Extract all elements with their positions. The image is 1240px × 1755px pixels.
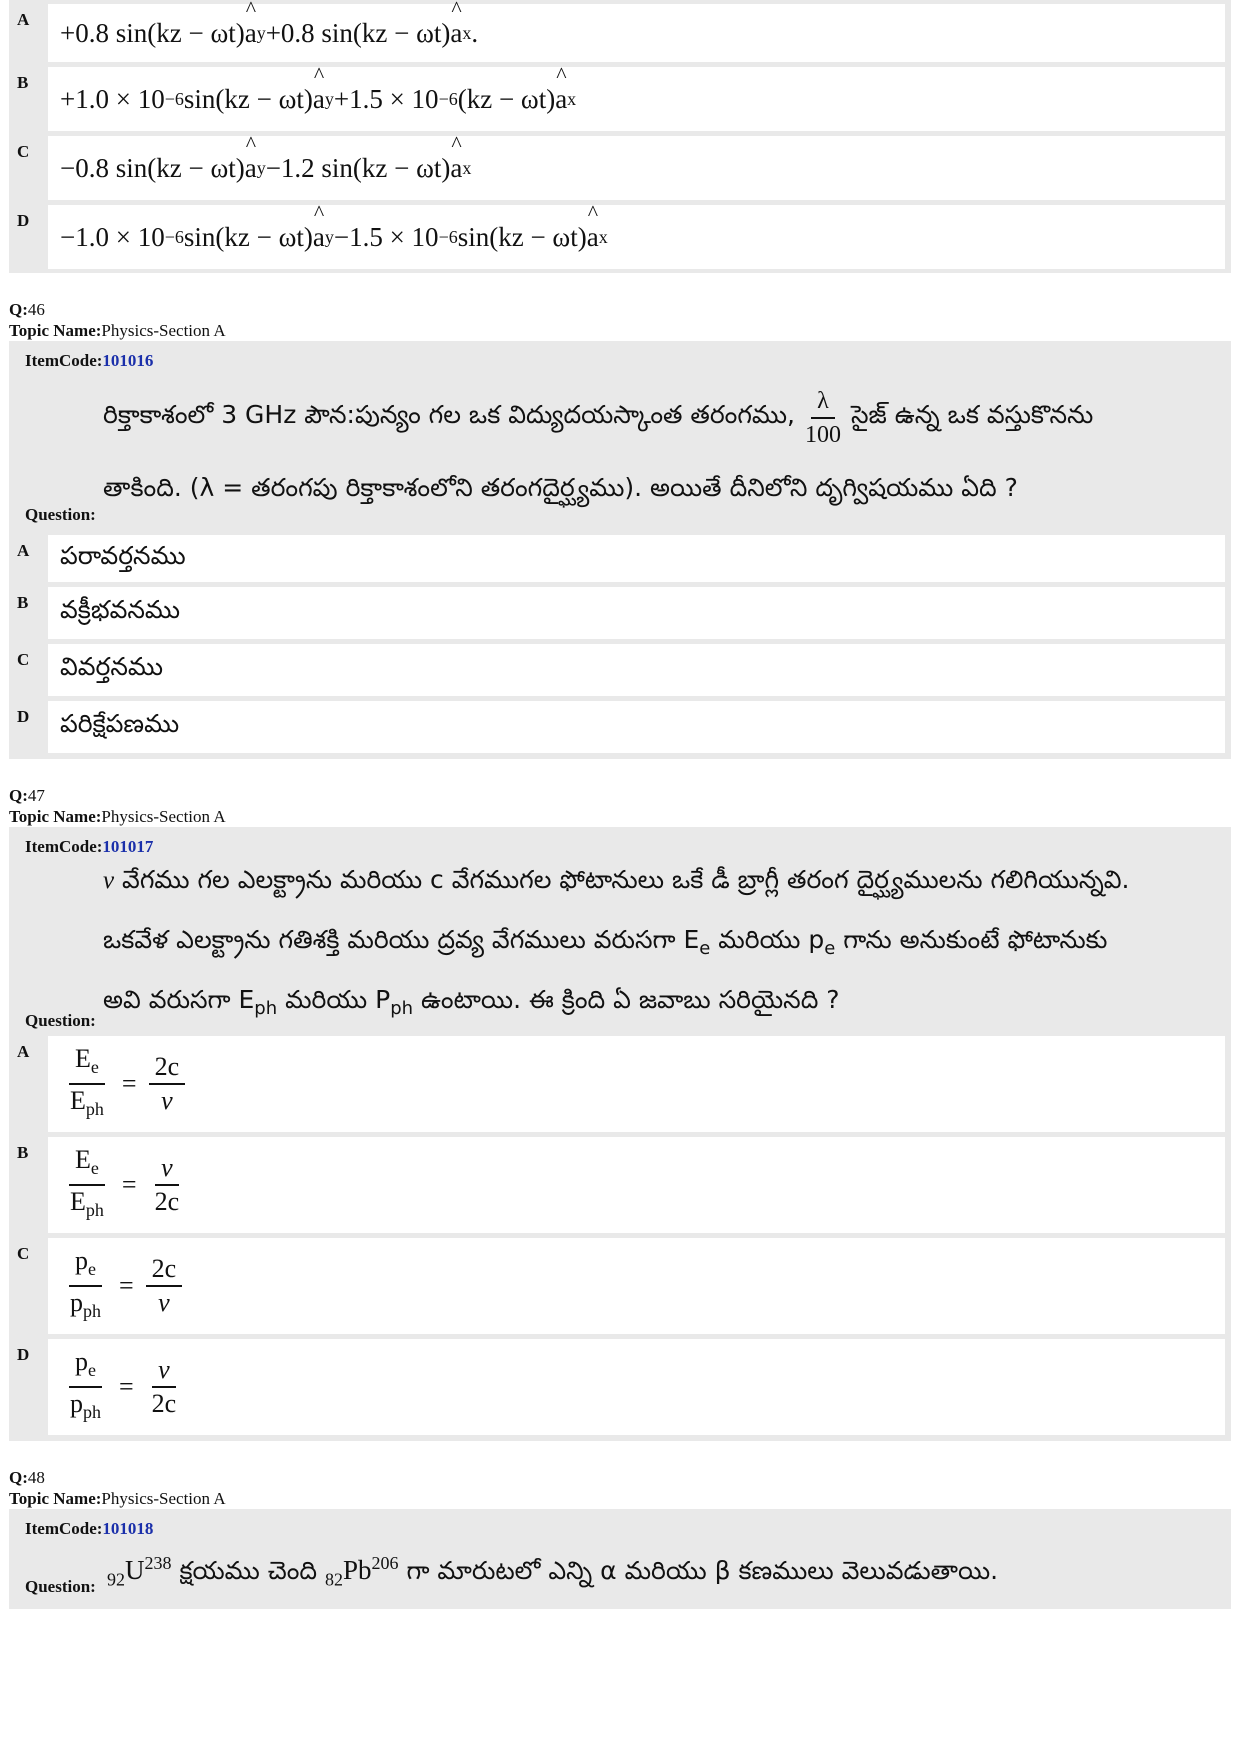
question-body: [15, 345, 1225, 535]
question-label: Question:: [25, 1011, 96, 1030]
option-a[interactable]: A $\frac{E_e}{E_{ph}}$ = $\frac{2c}{v}$: [15, 1036, 1225, 1132]
question-line-2: ఒకవేళ ఎలక్ట్రాను గతిశక్తి మరియు ద్రవ్య వేగములు వరుసగా $E_e$ మరియు $p_e$ గాను అనుకుంటే ఫోటానుకు: [103, 925, 1108, 959]
option-a[interactable]: [15, 4, 1225, 62]
option-text: వక్రీభవనము: [48, 587, 1225, 639]
question-line-1: v వేగము గల ఎలక్ట్రాను మరియు c వేగముగల ఫోటానులు ఒకే డీ బ్రాగ్లీ తరంగ దైర్ఘ్యములను గలిగియున్నవి.: [103, 865, 1130, 894]
question-number: 47: [27, 786, 45, 805]
option-c[interactable]: [15, 136, 1225, 200]
item-code: ItemCode:101016: [25, 351, 154, 370]
option-letter: A: [17, 10, 30, 29]
q45-options: [9, 0, 1231, 273]
option-c[interactable]: C $\frac{p_e}{p_{ph}}$ = $\frac{2c}{v}$: [15, 1238, 1225, 1334]
option-letter: D: [17, 211, 30, 230]
question-line-1: రిక్తాకాశంలో 3 GHz పౌన:పున్యం గల ఒక విద్యుదయస్కాంత తరంగము, $\frac{\lambda}{100}$ సైజ్ ఉన్న ఒక వస్తుకొనను: [103, 385, 1223, 451]
q46-header: Q:46 Topic Name:Physics-Section A: [9, 300, 226, 340]
q47-box: [9, 827, 1231, 1441]
option-d[interactable]: D $\frac{p_e}{p_{ph}}$ = $\frac{v}{2c}$: [15, 1339, 1225, 1435]
option-b[interactable]: B $\frac{E_e}{E_{ph}}$ = $\frac{v}{2c}$: [15, 1137, 1225, 1233]
option-formula: $\frac{p_e}{p_{ph}}$ = $\frac{2c}{v}$: [48, 1238, 1225, 1334]
option-d[interactable]: D పరిక్షేపణము: [15, 701, 1225, 753]
question-label: Question:: [25, 505, 96, 524]
topic-name: Physics-Section A: [101, 807, 226, 826]
topic-name: Physics-Section A: [101, 1489, 226, 1508]
option-letter: B: [17, 73, 29, 92]
question-number: 46: [27, 300, 45, 319]
option-formula: $\frac{E_e}{E_{ph}}$ = $\frac{v}{2c}$: [48, 1137, 1225, 1233]
q47-header: Q:47 Topic Name:Physics-Section A: [9, 786, 226, 826]
question-line-2: తాకింది. (λ = తరంగపు రిక్తాకాశంలోని తరంగదైర్ఘ్యము). అయితే దీనిలోని దృగ్విషయము ఏది ?: [103, 473, 1018, 502]
q46-box: [9, 341, 1231, 759]
question-body: [15, 831, 1225, 1036]
q48-header: Q:48 Topic Name:Physics-Section A: [9, 1468, 226, 1508]
option-text: +0.8 sin(kz − ωt) ^ a y +0.8 sin(kz − ωt) ^ a x .: [48, 4, 1225, 62]
option-text: +1.0 × 10 −6 sin(kz − ωt) ^ a y +1.5 × 10 −6 (kz − ωt) ^ a x: [48, 67, 1225, 131]
question-line-3: అవి వరుసగా $E_{ph}$ మరియు $P_{ph}$ ఉంటాయి. ఈ క్రింది ఏ జవాబు సరియైనది ?: [103, 985, 840, 1019]
option-d[interactable]: [15, 205, 1225, 269]
question-body: [15, 1513, 1225, 1603]
option-b[interactable]: B వక్రీభవనము: [15, 587, 1225, 639]
item-code: ItemCode:101018: [25, 1519, 154, 1538]
option-b[interactable]: [15, 67, 1225, 131]
option-text: −1.0 × 10 −6 sin(kz − ωt) ^ a y −1.5 × 10 −6 sin(kz − ωt) ^ a x: [48, 205, 1225, 269]
question-number: 48: [27, 1468, 45, 1487]
option-text: పరిక్షేపణము: [48, 701, 1225, 753]
item-code: ItemCode:101017: [25, 837, 154, 856]
option-letter: C: [17, 142, 30, 161]
option-text: వివర్తనము: [48, 644, 1225, 696]
question-label: Question:: [25, 1577, 96, 1596]
option-formula: $\frac{E_e}{E_{ph}}$ = $\frac{2c}{v}$: [48, 1036, 1225, 1132]
option-c[interactable]: C వివర్తనము: [15, 644, 1225, 696]
q48-box: [9, 1509, 1231, 1609]
option-text: పరావర్తనము: [48, 535, 1225, 582]
topic-name: Physics-Section A: [101, 321, 226, 340]
option-formula: $\frac{p_e}{p_{ph}}$ = $\frac{v}{2c}$: [48, 1339, 1225, 1435]
option-a[interactable]: A పరావర్తనము: [15, 535, 1225, 582]
option-text: −0.8 sin(kz − ωt) ^ a y −1.2 sin(kz − ωt) ^ a x: [48, 136, 1225, 200]
question-line-1: $_{92}U^{238}$ క్షయము చెంది $_{82}Pb^{206}$ గా మారుటలో ఎన్ని α మరియు β కణములు వెలువడుతాయి.: [107, 1553, 999, 1590]
